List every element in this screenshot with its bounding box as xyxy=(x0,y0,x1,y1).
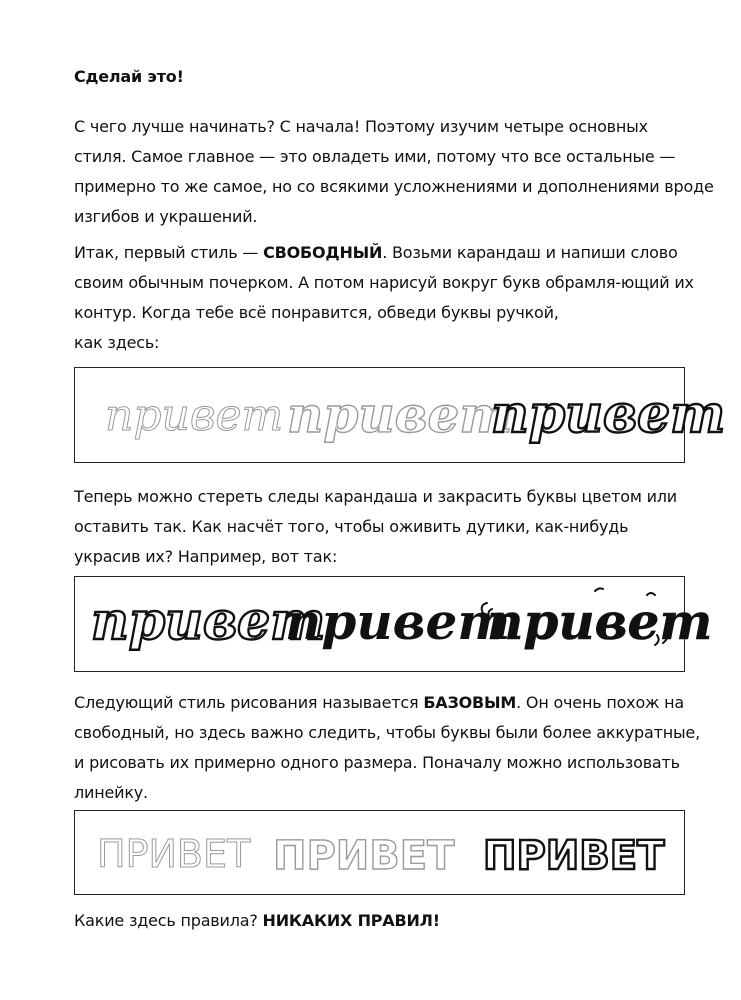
erase-paragraph xyxy=(74,482,694,572)
basic-style-example-box xyxy=(74,810,685,895)
free-style-lead: Итак, первый стиль — xyxy=(74,243,264,262)
outlined-pencil-word: привет xyxy=(287,385,513,444)
erase-line: украсив их? Например, вот так: xyxy=(74,547,338,566)
free-style-first-line xyxy=(74,238,694,268)
basic-style-name: БАЗОВЫМ xyxy=(423,693,517,712)
intro-line: стиля. Самое главное — это овладеть ими, потому что все остальные — xyxy=(74,147,676,166)
basic-style-paragraph xyxy=(74,688,700,808)
free-style-line: своим обычным почерком. А потом нарисуй вокруг букв обрамля-ющий их xyxy=(74,273,694,292)
intro-line: изгибов и украшений. xyxy=(74,207,258,226)
decorated-example-art xyxy=(75,577,713,671)
free-style-rest: . Возьми карандаш и напиши слово xyxy=(382,243,678,262)
free-style-paragraph xyxy=(74,238,694,358)
basic-style-line: линейку. xyxy=(74,783,148,802)
filled-word: привет xyxy=(285,592,511,651)
basic-style-line: и рисовать их примерно одного размера. Поначалу можно использовать xyxy=(74,753,680,772)
decorated-word: привет xyxy=(487,592,713,651)
intro-line: примерно то же самое, но со всякими усложнениями и дополнениями вроде xyxy=(74,177,714,196)
heading xyxy=(74,62,694,92)
outline-word: привет xyxy=(91,591,326,652)
basic-style-first-line xyxy=(74,688,694,718)
closing-question: Какие здесь правила? xyxy=(74,911,263,930)
free-style-line: контур. Когда тебе всё понравится, обведи буквы ручкой, xyxy=(74,303,559,322)
pencil-word: привет xyxy=(105,390,284,441)
closing-text xyxy=(74,906,694,936)
basic-style-line: свободный, но здесь важно следить, чтобы буквы были более аккуратные, xyxy=(74,723,700,742)
pencil-caps-word: ПРИВЕТ xyxy=(97,832,251,876)
heading-text: Сделай это! xyxy=(74,67,184,86)
free-style-example-art xyxy=(75,368,726,462)
erase-line: оставить так. Как насчёт того, чтобы оживить дутики, как-нибудь xyxy=(74,517,629,536)
basic-style-rest: . Он очень похож на xyxy=(516,693,685,712)
free-style-name: СВОБОДНЫЙ xyxy=(263,243,383,262)
closing-line xyxy=(74,906,694,936)
free-style-line: как здесь: xyxy=(74,333,160,352)
free-style-example-box xyxy=(74,367,726,463)
basic-style-example-art xyxy=(75,811,684,894)
basic-style-lead: Следующий стиль рисования называется xyxy=(74,693,424,712)
inked-outline-word: привет xyxy=(491,384,726,445)
outlined-caps-word: ПРИВЕТ xyxy=(273,833,455,879)
intro-paragraph xyxy=(74,112,714,232)
decorated-example-box xyxy=(74,576,713,672)
intro-line: С чего лучше начинать? С начала! Поэтому изучим четыре основных xyxy=(74,117,648,136)
inked-caps-word: ПРИВЕТ xyxy=(483,833,665,879)
closing-answer: НИКАКИХ ПРАВИЛ! xyxy=(262,911,440,930)
erase-line: Теперь можно стереть следы карандаша и закрасить буквы цветом или xyxy=(74,487,677,506)
